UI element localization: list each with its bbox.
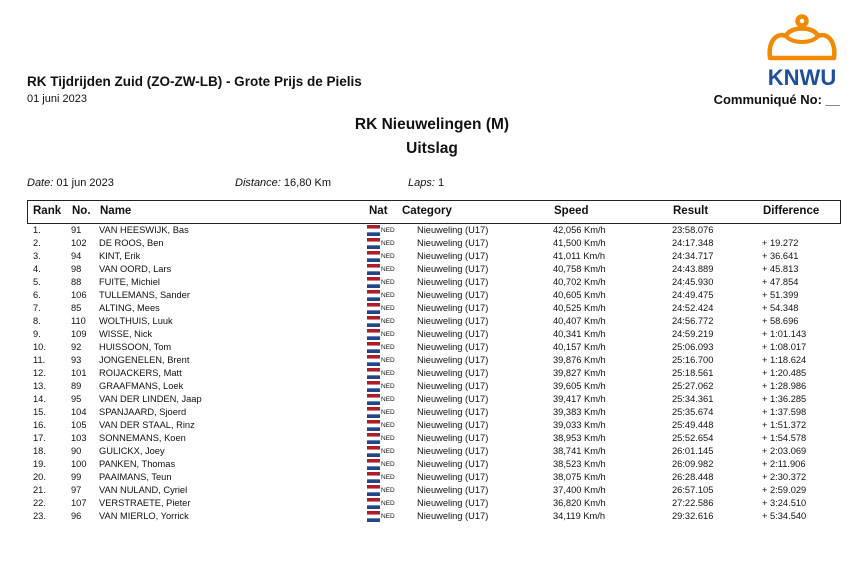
nl-flag-icon xyxy=(367,264,380,275)
rider-name-cell: WISSE, Nick xyxy=(99,329,153,339)
rank-cell: 6. xyxy=(33,290,41,300)
nl-flag-icon xyxy=(367,238,380,249)
bib-number-cell: 106 xyxy=(71,290,87,300)
rank-cell: 19. xyxy=(33,459,46,469)
category-cell: Nieuweling (U17) xyxy=(417,355,489,365)
result-cell: 24:52.424 xyxy=(672,303,714,313)
rank-cell: 11. xyxy=(33,355,46,365)
speed-cell: 42,056 Km/h xyxy=(553,225,606,235)
logo-text: KNWU xyxy=(767,65,837,90)
nl-flag-icon xyxy=(367,420,380,431)
category-cell: Nieuweling (U17) xyxy=(417,238,489,248)
table-row xyxy=(27,393,841,406)
result-cell: 25:52.654 xyxy=(672,433,714,443)
category-cell: Nieuweling (U17) xyxy=(417,459,489,469)
bib-number-cell: 102 xyxy=(71,238,87,248)
col-category: Category xyxy=(402,205,452,217)
rider-name-cell: VAN HEESWIJK, Bas xyxy=(99,225,189,235)
rank-cell: 7. xyxy=(33,303,41,313)
table-row xyxy=(27,341,841,354)
race-distance xyxy=(235,177,331,189)
result-cell: 26:28.448 xyxy=(672,472,714,482)
speed-cell: 36,820 Km/h xyxy=(553,498,606,508)
rank-cell: 5. xyxy=(33,277,41,287)
table-row xyxy=(27,289,841,302)
results-rows xyxy=(27,224,841,523)
rider-name-cell: PANKEN, Thomas xyxy=(99,459,176,469)
rank-cell: 1. xyxy=(33,225,41,235)
difference-cell: + 2:30.372 xyxy=(762,472,807,482)
nationality-code-cell: NED xyxy=(381,305,395,312)
nationality-code-cell: NED xyxy=(381,279,395,286)
bib-number-cell: 96 xyxy=(71,511,82,521)
result-cell: 26:01.145 xyxy=(672,446,714,456)
distance-value: 16,80 Km xyxy=(283,177,332,189)
speed-cell: 34,119 Km/h xyxy=(553,511,606,521)
category-cell: Nieuweling (U17) xyxy=(417,511,489,521)
rank-cell: 16. xyxy=(33,420,46,430)
nationality-code-cell: NED xyxy=(381,370,395,377)
col-no: No. xyxy=(72,205,91,217)
difference-cell: + 1:28.986 xyxy=(762,381,807,391)
col-name: Name xyxy=(100,205,132,217)
nationality-code-cell: NED xyxy=(381,513,395,520)
category-cell: Nieuweling (U17) xyxy=(417,251,489,261)
nationality-code-cell: NED xyxy=(381,318,395,325)
nl-flag-icon xyxy=(367,368,380,379)
nationality-code-cell: NED xyxy=(381,331,395,338)
speed-cell: 41,500 Km/h xyxy=(553,238,606,248)
table-row xyxy=(27,237,841,250)
result-cell: 24:56.772 xyxy=(672,316,714,326)
speed-cell: 40,157 Km/h xyxy=(553,342,606,352)
category-cell: Nieuweling (U17) xyxy=(417,225,489,235)
difference-cell: + 3:24.510 xyxy=(762,498,807,508)
rider-name-cell: KINT, Erik xyxy=(99,251,141,261)
result-cell: 24:45.930 xyxy=(672,277,714,287)
nl-flag-icon xyxy=(367,498,380,509)
nl-flag-icon xyxy=(367,277,380,288)
speed-cell: 40,758 Km/h xyxy=(553,264,606,274)
rank-cell: 15. xyxy=(33,407,46,417)
table-row xyxy=(27,458,841,471)
speed-cell: 38,741 Km/h xyxy=(553,446,606,456)
bib-number-cell: 93 xyxy=(71,355,82,365)
category-cell: Nieuweling (U17) xyxy=(417,264,489,274)
nationality-code-cell: NED xyxy=(381,383,395,390)
difference-cell: + 58.696 xyxy=(762,316,799,326)
result-cell: 24:34.717 xyxy=(672,251,714,261)
nl-flag-icon xyxy=(367,511,380,522)
category-cell: Nieuweling (U17) xyxy=(417,446,489,456)
nationality-code-cell: NED xyxy=(381,240,395,247)
difference-cell: + 1:18.624 xyxy=(762,355,807,365)
nl-flag-icon xyxy=(367,459,380,470)
result-cell: 25:18.561 xyxy=(672,368,714,378)
col-nat: Nat xyxy=(369,205,388,217)
nationality-code-cell: NED xyxy=(381,474,395,481)
table-row xyxy=(27,419,841,432)
result-cell: 25:16.700 xyxy=(672,355,714,365)
speed-cell: 40,702 Km/h xyxy=(553,277,606,287)
nationality-code-cell: NED xyxy=(381,266,395,273)
difference-cell: + 1:36.285 xyxy=(762,394,807,404)
rider-name-cell: ALTING, Mees xyxy=(99,303,160,313)
rank-cell: 18. xyxy=(33,446,46,456)
rank-cell: 21. xyxy=(33,485,46,495)
speed-cell: 38,953 Km/h xyxy=(553,433,606,443)
nl-flag-icon xyxy=(367,446,380,457)
speed-cell: 37,400 Km/h xyxy=(553,485,606,495)
table-row xyxy=(27,302,841,315)
result-cell: 27:22.586 xyxy=(672,498,714,508)
bib-number-cell: 90 xyxy=(71,446,82,456)
nl-flag-icon xyxy=(367,485,380,496)
table-row xyxy=(27,471,841,484)
rider-name-cell: PAAIMANS, Teun xyxy=(99,472,172,482)
race-laps xyxy=(408,177,444,189)
laps-value: 1 xyxy=(437,177,445,189)
nationality-code-cell: NED xyxy=(381,500,395,507)
difference-cell: + 36.641 xyxy=(762,251,799,261)
speed-cell: 39,033 Km/h xyxy=(553,420,606,430)
rider-name-cell: HUISSOON, Tom xyxy=(99,342,172,352)
bib-number-cell: 110 xyxy=(71,316,86,326)
bib-number-cell: 105 xyxy=(71,420,87,430)
knwu-logo xyxy=(764,12,840,90)
date-value: 01 jun 2023 xyxy=(56,177,114,189)
result-cell: 25:35.674 xyxy=(672,407,714,417)
difference-cell: + 1:37.598 xyxy=(762,407,807,417)
table-row xyxy=(27,510,841,523)
category-cell: Nieuweling (U17) xyxy=(417,329,489,339)
rank-cell: 8. xyxy=(33,316,41,326)
difference-cell: + 2:03.069 xyxy=(762,446,807,456)
difference-cell: + 1:20.485 xyxy=(762,368,807,378)
table-row xyxy=(27,380,841,393)
rider-name-cell: VERSTRAETE, Pieter xyxy=(99,498,191,508)
difference-cell: + 2:59.029 xyxy=(762,485,807,495)
table-row xyxy=(27,497,841,510)
rank-cell: 3. xyxy=(33,251,41,261)
nationality-code-cell: NED xyxy=(381,292,395,299)
table-row xyxy=(27,224,841,237)
nl-flag-icon xyxy=(367,316,380,327)
result-cell: 23:58.076 xyxy=(672,225,714,235)
speed-cell: 39,417 Km/h xyxy=(553,394,606,404)
rider-name-cell: GULICKX, Joey xyxy=(99,446,165,456)
bib-number-cell: 89 xyxy=(71,381,82,391)
bib-number-cell: 85 xyxy=(71,303,82,313)
table-row xyxy=(27,328,841,341)
category-cell: Nieuweling (U17) xyxy=(417,485,489,495)
result-cell: 25:27.062 xyxy=(672,381,714,391)
rank-cell: 17. xyxy=(33,433,46,443)
result-cell: 25:06.093 xyxy=(672,342,714,352)
bib-number-cell: 99 xyxy=(71,472,82,482)
rider-name-cell: GRAAFMANS, Loek xyxy=(99,381,184,391)
rank-cell: 20. xyxy=(33,472,46,482)
category-cell: Nieuweling (U17) xyxy=(417,342,489,352)
table-row xyxy=(27,276,841,289)
rider-name-cell: WOLTHUIS, Luuk xyxy=(99,316,173,326)
nl-flag-icon xyxy=(367,342,380,353)
distance-label: Distance: xyxy=(235,177,281,189)
bib-number-cell: 95 xyxy=(71,394,82,404)
category-cell: Nieuweling (U17) xyxy=(417,277,489,287)
category-cell: Nieuweling (U17) xyxy=(417,420,489,430)
bib-number-cell: 107 xyxy=(71,498,87,508)
nl-flag-icon xyxy=(367,355,380,366)
event-title: RK Tijdrijden Zuid (ZO-ZW-LB) - Grote Prijs de Pielis xyxy=(27,74,362,89)
nationality-code-cell: NED xyxy=(381,422,395,429)
col-speed: Speed xyxy=(554,205,589,217)
rank-cell: 14. xyxy=(33,394,46,404)
rider-name-cell: VAN MIERLO, Yorrick xyxy=(99,511,189,521)
nationality-code-cell: NED xyxy=(381,344,395,351)
difference-cell: + 2:11.906 xyxy=(762,459,806,469)
rank-cell: 22. xyxy=(33,498,46,508)
results-table xyxy=(27,200,841,523)
speed-cell: 38,075 Km/h xyxy=(553,472,606,482)
difference-cell: + 19.272 xyxy=(762,238,799,248)
rank-cell: 13. xyxy=(33,381,46,391)
date-label: Date: xyxy=(27,177,54,189)
rider-name-cell: VAN DER STAAL, Rinz xyxy=(99,420,195,430)
nl-flag-icon xyxy=(367,251,380,262)
table-row xyxy=(27,432,841,445)
difference-cell: + 1:51.372 xyxy=(762,420,807,430)
result-cell: 24:49.475 xyxy=(672,290,714,300)
table-row xyxy=(27,484,841,497)
speed-cell: 39,605 Km/h xyxy=(553,381,606,391)
nationality-code-cell: NED xyxy=(381,409,395,416)
bib-number-cell: 91 xyxy=(71,225,82,235)
table-row xyxy=(27,445,841,458)
difference-cell: + 1:01.143 xyxy=(762,329,807,339)
col-rank: Rank xyxy=(33,205,62,217)
table-row xyxy=(27,250,841,263)
category-cell: Nieuweling (U17) xyxy=(417,316,489,326)
rank-cell: 2. xyxy=(33,238,41,248)
nl-flag-icon xyxy=(367,329,380,340)
speed-cell: 40,341 Km/h xyxy=(553,329,606,339)
category-cell: Nieuweling (U17) xyxy=(417,472,489,482)
document-type: Uitslag xyxy=(406,140,458,157)
table-row xyxy=(27,354,841,367)
result-cell: 26:57.105 xyxy=(672,485,714,495)
speed-cell: 39,876 Km/h xyxy=(553,355,606,365)
rider-name-cell: VAN OORD, Lars xyxy=(99,264,172,274)
bib-number-cell: 94 xyxy=(71,251,82,261)
rider-name-cell: SONNEMANS, Koen xyxy=(99,433,186,443)
rider-name-cell: FUITE, Michiel xyxy=(99,277,160,287)
result-cell: 26:09.982 xyxy=(672,459,714,469)
table-row xyxy=(27,315,841,328)
nationality-code-cell: NED xyxy=(381,227,395,234)
difference-cell: + 45.813 xyxy=(762,264,799,274)
laps-label: Laps: xyxy=(408,177,435,189)
category-cell: Nieuweling (U17) xyxy=(417,407,489,417)
race-date xyxy=(27,177,114,189)
nl-flag-icon xyxy=(367,381,380,392)
bib-number-cell: 98 xyxy=(71,264,82,274)
table-row xyxy=(27,263,841,276)
bib-number-cell: 104 xyxy=(71,407,87,417)
rider-name-cell: ROIJACKERS, Matt xyxy=(99,368,182,378)
bib-number-cell: 92 xyxy=(71,342,82,352)
rank-cell: 12. xyxy=(33,368,46,378)
nationality-code-cell: NED xyxy=(381,253,395,260)
nationality-code-cell: NED xyxy=(381,487,395,494)
category-cell: Nieuweling (U17) xyxy=(417,498,489,508)
table-row xyxy=(27,367,841,380)
nl-flag-icon xyxy=(367,433,380,444)
category-cell: Nieuweling (U17) xyxy=(417,394,489,404)
difference-cell: + 47.854 xyxy=(762,277,799,287)
category-cell: Nieuweling (U17) xyxy=(417,303,489,313)
col-difference: Difference xyxy=(763,205,820,217)
table-header xyxy=(27,200,841,224)
difference-cell: + 1:08.017 xyxy=(762,342,807,352)
difference-cell: + 1:54.578 xyxy=(762,433,807,443)
speed-cell: 40,605 Km/h xyxy=(553,290,606,300)
speed-cell: 38,523 Km/h xyxy=(553,459,606,469)
nl-flag-icon xyxy=(367,290,380,301)
category-cell: Nieuweling (U17) xyxy=(417,381,489,391)
bib-number-cell: 109 xyxy=(71,329,87,339)
communique-number: Communiqué No: __ xyxy=(713,92,840,107)
category-cell: Nieuweling (U17) xyxy=(417,290,489,300)
nl-flag-icon xyxy=(367,472,380,483)
event-date: 01 juni 2023 xyxy=(27,93,87,105)
difference-cell: + 51.399 xyxy=(762,290,799,300)
nl-flag-icon xyxy=(367,303,380,314)
rank-cell: 9. xyxy=(33,329,41,339)
speed-cell: 40,407 Km/h xyxy=(553,316,606,326)
rider-name-cell: VAN DER LINDEN, Jaap xyxy=(99,394,202,404)
bib-number-cell: 101 xyxy=(71,368,87,378)
speed-cell: 40,525 Km/h xyxy=(553,303,606,313)
bib-number-cell: 103 xyxy=(71,433,87,443)
difference-cell: + 5:34.540 xyxy=(762,511,807,521)
rider-name-cell: DE ROOS, Ben xyxy=(99,238,164,248)
nationality-code-cell: NED xyxy=(381,448,395,455)
rank-cell: 10. xyxy=(33,342,46,352)
rider-name-cell: TULLEMANS, Sander xyxy=(99,290,190,300)
nationality-code-cell: NED xyxy=(381,396,395,403)
bib-number-cell: 88 xyxy=(71,277,82,287)
category-cell: Nieuweling (U17) xyxy=(417,368,489,378)
difference-cell: + 54.348 xyxy=(762,303,799,313)
rank-cell: 4. xyxy=(33,264,41,274)
result-cell: 25:34.361 xyxy=(672,394,714,404)
rider-name-cell: JONGENELEN, Brent xyxy=(99,355,190,365)
nationality-code-cell: NED xyxy=(381,435,395,442)
rider-name-cell: SPANJAARD, Sjoerd xyxy=(99,407,187,417)
category-cell: Nieuweling (U17) xyxy=(417,433,489,443)
table-row xyxy=(27,406,841,419)
result-cell: 24:59.219 xyxy=(672,329,714,339)
speed-cell: 39,827 Km/h xyxy=(553,368,606,378)
rank-cell: 23. xyxy=(33,511,46,521)
race-title: RK Nieuwelingen (M) xyxy=(354,116,510,133)
bib-number-cell: 100 xyxy=(71,459,87,469)
bib-number-cell: 97 xyxy=(71,485,82,495)
nl-flag-icon xyxy=(367,225,380,236)
speed-cell: 41,011 Km/h xyxy=(553,251,606,261)
result-cell: 29:32.616 xyxy=(672,511,714,521)
col-result: Result xyxy=(673,205,709,217)
nationality-code-cell: NED xyxy=(381,357,395,364)
nl-flag-icon xyxy=(367,394,380,405)
nl-flag-icon xyxy=(367,407,380,418)
rider-name-cell: VAN NULAND, Cyriel xyxy=(99,485,188,495)
nationality-code-cell: NED xyxy=(381,461,395,468)
result-cell: 24:17.348 xyxy=(672,238,714,248)
speed-cell: 39,383 Km/h xyxy=(553,407,606,417)
result-cell: 25:49.448 xyxy=(672,420,714,430)
result-cell: 24:43.889 xyxy=(672,264,714,274)
